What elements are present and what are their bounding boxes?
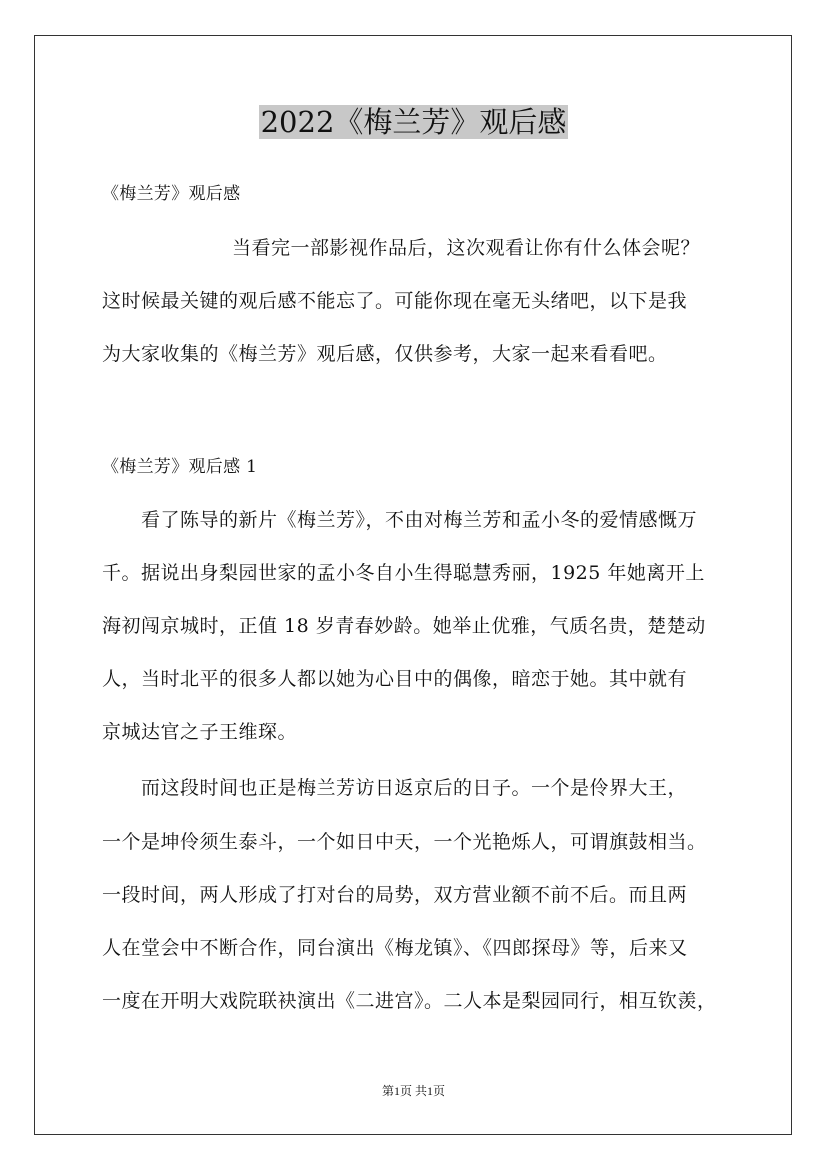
intro-line: 这时候最关键的观后感不能忘了。可能你现在毫无头绪吧，以下是我	[102, 290, 688, 312]
page-footer	[0, 1082, 827, 1100]
paragraph-line: 海初闯京城时，正值 18 岁青春妙龄。她举止优雅，气质名贵，楚楚动	[102, 615, 706, 637]
paragraph-line: 一段时间，两人形成了打对台的局势，双方营业额不前不后。而且两	[102, 884, 688, 906]
document-title-text: 2022《梅兰芳》观后感	[260, 105, 567, 139]
paragraph-line: 千。据说出身梨园世家的孟小冬自小生得聪慧秀丽，1925 年她离开上	[102, 562, 705, 584]
document-subtitle: 《梅兰芳》观后感	[102, 184, 241, 204]
paragraph-line: 看了陈导的新片《梅兰芳》，不由对梅兰芳和孟小冬的爱情感慨万	[141, 509, 698, 531]
paragraph-line: 一度在开明大戏院联袂演出《二进宫》。二人本是梨园同行，相互钦羡，	[102, 990, 717, 1012]
page-number-text: 第1页 共1页	[381, 1084, 445, 1098]
paragraph-line: 京城达官之子王维琛。	[102, 721, 298, 743]
paragraph-line: 人在堂会中不断合作，同台演出《梅龙镇》、《四郎探母》等，后来又	[102, 937, 688, 959]
paragraph-line: 人，当时北平的很多人都以她为心目中的偶像，暗恋于她。其中就有	[102, 668, 688, 690]
intro-line: 当看完一部影视作品后，这次观看让你有什么体会呢？	[232, 237, 701, 259]
section-heading: 《梅兰芳》观后感 1	[102, 457, 258, 477]
paragraph-line: 而这段时间也正是梅兰芳访日返京后的日子。一个是伶界大王，	[141, 777, 688, 799]
paragraph-line: 一个是坤伶须生泰斗，一个如日中天，一个光艳烁人，可谓旗鼓相当。	[102, 831, 707, 853]
document-title	[0, 100, 827, 144]
intro-line: 为大家收集的《梅兰芳》观后感，仅供参考，大家一起来看看吧。	[102, 343, 668, 365]
